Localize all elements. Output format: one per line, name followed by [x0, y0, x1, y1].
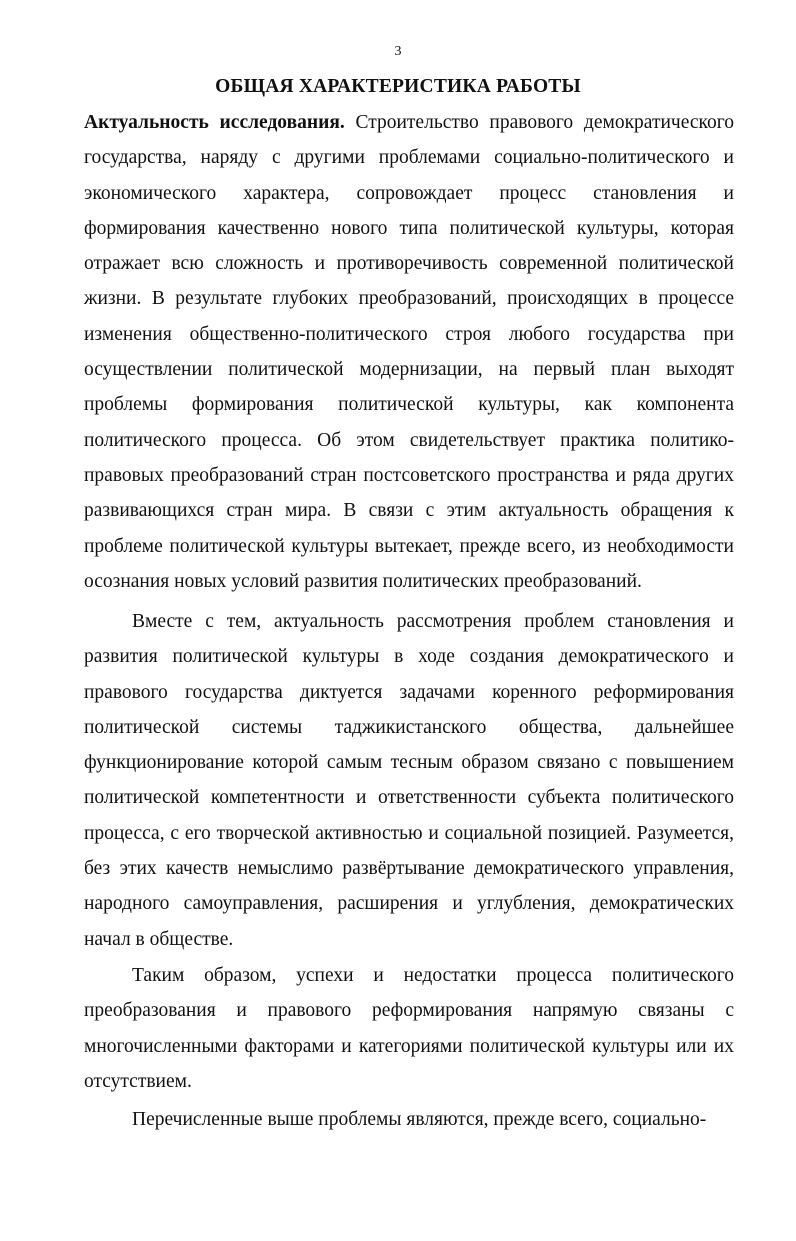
paragraph-political-system: Вместе с тем, актуальность рассмотрения проблем становления и развития политической культуры в ходе создания демократического и правового государства диктуется задачами коренного реформирования политической системы таджикистанского общества, дальнейшее функционирование которой самым тесным образом связано с повышением политической компетентности и ответственности субъекта политического процесса, с его творческой активностью и социальной позицией. Разумеется, без этих качеств немыслимо развёртывание демократического управления, народного самоуправления, расширения и углубления, демократических начал в обществе.: [84, 611, 734, 950]
paragraph-text: Строительство правового демократического государства, наряду с другими проблемами социально-политического и экономического характера, сопровождает процесс становления и формирования качественно нового типа политической культуры, которая отражает всю сложность и противоречивость современной политической жизни. В результате глубоких преобразований, происходящих в процессе изменения общественно-политического строя любого государства при осуществлении политической модернизации, на первый план выходят проблемы формирования политической культуры, как компонента политического процесса. Об этом свидетельствует практика политико-правовых преобразований стран постсоветского пространства и ряда других развивающихся стран мира. В связи с этим актуальность обращения к проблеме политической культуры вытекает, прежде всего, из необходимости осознания новых условий развития политических преобразований.: [84, 112, 734, 592]
section-title: ОБЩАЯ ХАРАКТЕРИСТИКА РАБОТЫ: [215, 76, 581, 97]
paragraph-relevance: [84, 105, 734, 599]
paragraph-conclusion: Таким образом, успехи и недостатки процесса политического преобразования и правового реформирования напрямую связаны с многочисленными факторами и категориями политической культуры или их отсутствием.: [84, 965, 734, 1092]
page-number: 3: [394, 44, 402, 59]
paragraph-lead: Актуальность исследования.: [84, 112, 345, 133]
paragraph-continuation: Перечисленные выше проблемы являются, прежде всего, социально-: [132, 1109, 707, 1130]
